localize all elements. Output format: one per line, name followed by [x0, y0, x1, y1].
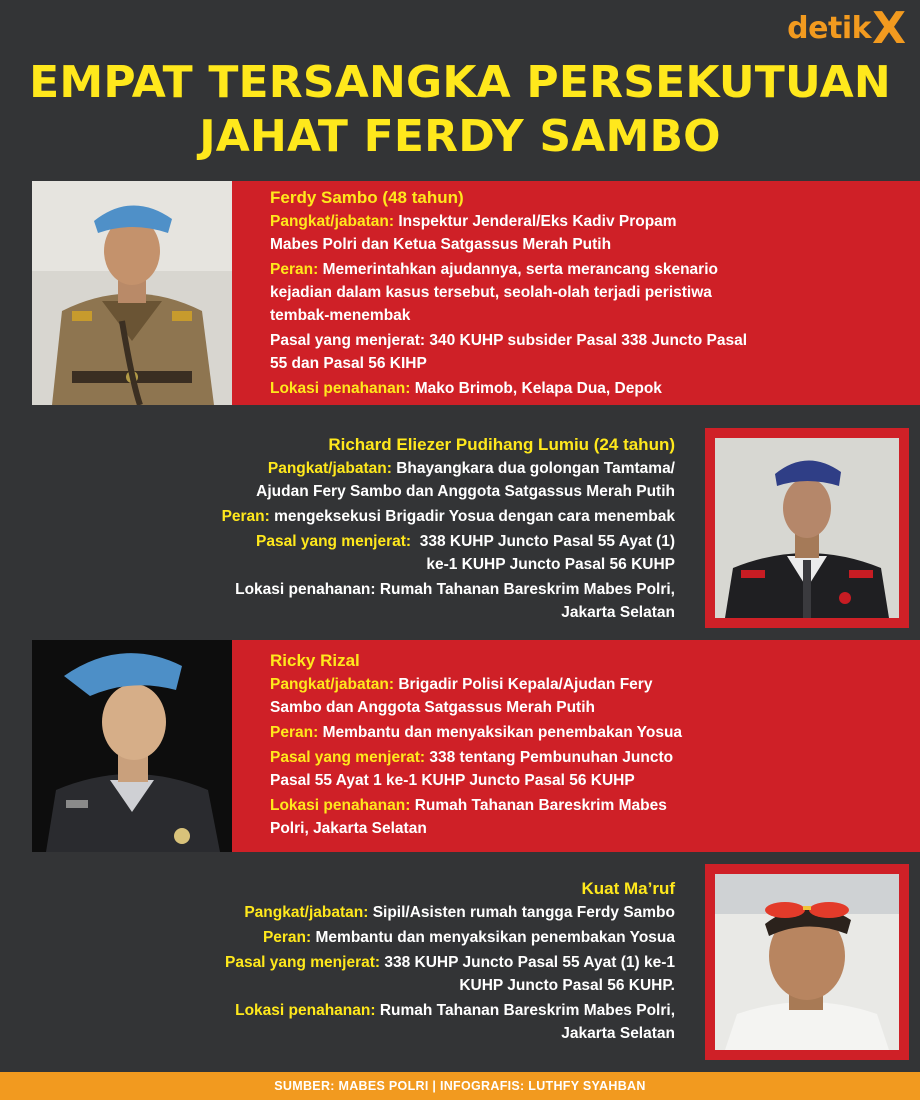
location-label: Lokasi penahanan:: [270, 797, 411, 814]
rank-label: Pangkat/jabatan:: [270, 213, 395, 230]
article-value: 338 tentang Pembunuhan Juncto: [429, 749, 674, 766]
page-title: [0, 56, 920, 164]
kuat-maruf-photo: [715, 874, 899, 1050]
rank-value: Sipil/Asisten rumah tangga Ferdy Sambo: [372, 904, 675, 921]
article-label: Pasal yang menjerat:: [270, 749, 426, 766]
article-value: Pasal yang menjerat: 340 KUHP subsider Pasal 338 Juncto Pasal: [270, 332, 747, 349]
richard-eliezer-photo: [715, 438, 899, 618]
source-footer: SUMBER: MABES POLRI | INFOGRAFIS: LUTHFY SYAHBAN: [0, 1072, 920, 1100]
ferdy-sambo-photo: [32, 181, 232, 405]
rank-value-cont: Mabes Polri dan Ketua Satgassus Merah Putih: [270, 236, 612, 253]
suspect-name: Richard Eliezer Pudihang Lumiu (24 tahun): [328, 435, 675, 454]
officer-portrait-icon: [32, 640, 232, 852]
article-value: 338 KUHP Juncto Pasal 55 Ayat (1): [419, 533, 675, 550]
title-line-1: EMPAT TERSANGKA PERSEKUTUAN: [29, 57, 891, 108]
location-value: Lokasi penahanan: Rumah Tahanan Bareskrim Mabes Polri,: [235, 581, 675, 598]
kuat-maruf-info: [100, 876, 675, 1045]
article-label: Pasal yang menjerat:: [256, 533, 412, 550]
location-value: Rumah Tahanan Bareskrim Mabes Polri,: [379, 1002, 675, 1019]
ricky-rizal-photo: [32, 640, 232, 852]
article-value: 338 KUHP Juncto Pasal 55 Ayat (1) ke-1: [384, 954, 675, 971]
rank-value: Brigadir Polisi Kepala/Ajudan Fery: [398, 676, 653, 693]
title-line-2: JAHAT FERDY SAMBO: [199, 111, 721, 162]
detikx-logo: [787, 3, 906, 54]
role-label: Peran:: [270, 261, 319, 278]
location-label: Lokasi penahanan:: [235, 1002, 376, 1019]
rank-label: Pangkat/jabatan:: [244, 904, 369, 921]
logo-word: detik: [787, 11, 872, 46]
location-value-cont: Jakarta Selatan: [561, 1025, 675, 1042]
rank-value-cont: Sambo dan Anggota Satgassus Merah Putih: [270, 699, 595, 716]
rank-value: Bhayangkara dua golongan Tamtama/: [396, 460, 675, 477]
suspect-name: Ricky Rizal: [270, 651, 360, 670]
rank-value: Inspektur Jenderal/Eks Kadiv Propam: [398, 213, 677, 230]
role-value: Memerintahkan ajudannya, serta merancang skenario: [322, 261, 718, 278]
role-value: Membantu dan menyaksikan penembakan Yosua: [322, 724, 683, 741]
civilian-portrait-icon: [715, 874, 899, 1050]
role-label: Peran:: [270, 724, 319, 741]
role-label: Peran:: [221, 508, 270, 525]
rank-label: Pangkat/jabatan:: [270, 676, 395, 693]
suspect-name: Ferdy Sambo (48 tahun): [270, 188, 464, 207]
role-value: mengeksekusi Brigadir Yosua dengan cara menembak: [274, 508, 675, 525]
role-label: Peran:: [262, 929, 312, 946]
officer-portrait-icon: [32, 181, 232, 405]
location-value-cont: Polri, Jakarta Selatan: [270, 820, 427, 837]
logo-x: X: [872, 3, 906, 54]
role-value-cont: kejadian dalam kasus tersebut, seolah-olah terjadi peristiwa: [270, 284, 712, 301]
article-label: Pasal yang menjerat:: [224, 954, 381, 971]
ferdy-sambo-info: [270, 185, 870, 400]
article-value-cont: KUHP Juncto Pasal 56 KUHP.: [459, 977, 675, 994]
article-value-cont: 55 dan Pasal 56 KIHP: [270, 355, 427, 372]
article-value-cont: ke-1 KUHP Juncto Pasal 56 KUHP: [426, 556, 675, 573]
article-value-cont: Pasal 55 Ayat 1 ke-1 KUHP Juncto Pasal 56 KUHP: [270, 772, 635, 789]
rank-value-cont: Ajudan Fery Sambo dan Anggota Satgassus Merah Putih: [256, 483, 675, 500]
suspect-name: Kuat Ma’ruf: [581, 879, 675, 898]
officer-portrait-icon: [715, 438, 899, 618]
role-value-cont-2: tembak-menembak: [270, 307, 411, 324]
location-value: Mako Brimob, Kelapa Dua, Depok: [414, 380, 662, 397]
ricky-rizal-info: [270, 648, 870, 840]
rank-label: Pangkat/jabatan:: [267, 460, 392, 477]
location-value-cont: Jakarta Selatan: [561, 604, 675, 621]
location-value: Rumah Tahanan Bareskrim Mabes: [414, 797, 667, 814]
richard-eliezer-info: [100, 432, 675, 624]
role-value: Membantu dan menyaksikan penembakan Yosua: [315, 929, 675, 946]
location-label: Lokasi penahanan:: [270, 380, 411, 397]
